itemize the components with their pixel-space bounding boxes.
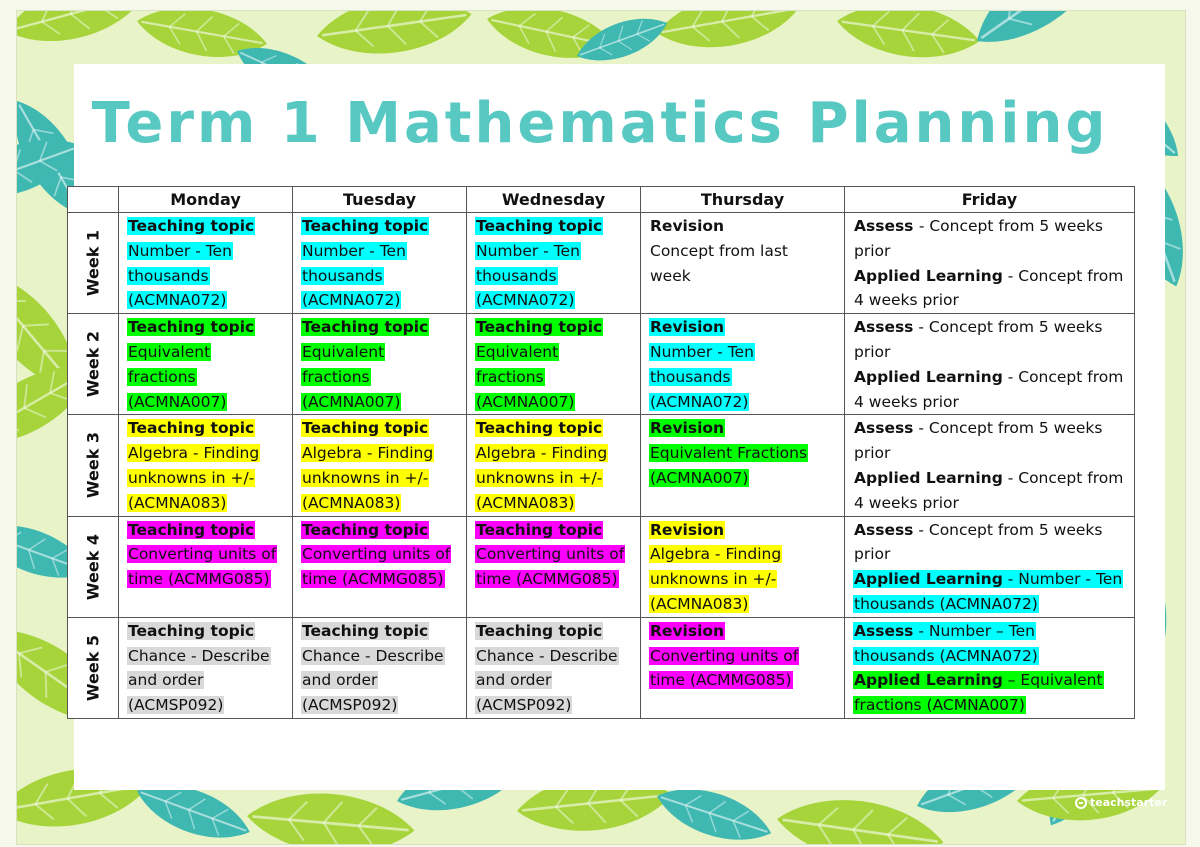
table-row bbox=[68, 314, 1135, 415]
cell-line: Converting units of bbox=[302, 545, 451, 564]
cell-heading: Teaching topic bbox=[128, 419, 255, 438]
plan-cell bbox=[467, 617, 641, 718]
plan-cell bbox=[641, 415, 845, 516]
cell-line: Converting units of bbox=[650, 646, 799, 665]
entry-text: - Concept from bbox=[1002, 468, 1124, 487]
entry-heading: Assess bbox=[854, 419, 914, 438]
plan-cell bbox=[845, 415, 1135, 516]
cell-heading: Revision bbox=[650, 419, 725, 438]
cell-heading: Teaching topic bbox=[302, 621, 429, 640]
plan-cell bbox=[641, 314, 845, 415]
cell-line: (ACMSP092) bbox=[302, 696, 398, 715]
cell-heading: Teaching topic bbox=[128, 318, 255, 337]
cell-line: Equivalent bbox=[128, 342, 211, 361]
cell-heading: Teaching topic bbox=[128, 520, 255, 539]
plan-cell bbox=[119, 213, 293, 314]
cell-line: Number - Ten bbox=[476, 241, 580, 260]
friday-entry bbox=[853, 318, 1104, 336]
cell-heading: Teaching topic bbox=[476, 520, 603, 539]
plan-cell bbox=[119, 314, 293, 415]
cell-line: Converting units of bbox=[128, 545, 277, 564]
cell-line: Chance - Describe bbox=[302, 646, 444, 665]
cell-line: thousands bbox=[302, 266, 383, 285]
plan-cell bbox=[293, 213, 467, 314]
plan-cell bbox=[119, 516, 293, 617]
cell-line: (ACMNA007) bbox=[476, 392, 575, 411]
friday-entry bbox=[853, 521, 1104, 539]
plan-cell bbox=[467, 415, 641, 516]
friday-entry bbox=[853, 217, 1104, 235]
day-header: Friday bbox=[845, 187, 1135, 213]
cell-line: Number - Ten bbox=[128, 241, 232, 260]
cell-line: Equivalent bbox=[302, 342, 385, 361]
cell-line: Algebra - Finding bbox=[650, 545, 782, 564]
friday-entry bbox=[853, 622, 1036, 640]
table-row bbox=[68, 213, 1135, 314]
teachstarter-logo bbox=[1075, 796, 1167, 809]
cell-line: Equivalent bbox=[476, 342, 559, 361]
plan-cell bbox=[467, 314, 641, 415]
plan-cell bbox=[467, 516, 641, 617]
cell-line: unknowns in +/- bbox=[128, 468, 255, 487]
cell-line: fractions bbox=[302, 367, 370, 386]
cell-line: (ACMNA083) bbox=[302, 493, 401, 512]
cell-heading: Revision bbox=[650, 217, 725, 235]
planning-table bbox=[67, 186, 1135, 719]
entry-text: – Equivalent bbox=[1002, 671, 1103, 690]
entry-text: - Concept from bbox=[1002, 367, 1124, 386]
cell-line: fractions bbox=[476, 367, 544, 386]
page-title: Term 1 Mathematics Planning bbox=[91, 91, 1109, 156]
cell-line: unknowns in +/- bbox=[476, 468, 603, 487]
cell-line: (ACMNA007) bbox=[302, 392, 401, 411]
entry-line: prior bbox=[854, 444, 891, 463]
entry-text: - Concept from 5 weeks bbox=[913, 520, 1103, 539]
logo-text: teachstarter bbox=[1090, 796, 1168, 809]
cell-heading: Teaching topic bbox=[476, 621, 603, 640]
entry-heading: Applied Learning bbox=[854, 266, 1003, 285]
cell-line: (ACMNA072) bbox=[302, 291, 401, 310]
cell-line: fractions bbox=[128, 367, 196, 386]
friday-entry bbox=[853, 671, 1104, 689]
entry-text: - Concept from bbox=[1002, 266, 1124, 285]
cell-heading: Teaching topic bbox=[476, 217, 603, 235]
cell-heading: Teaching topic bbox=[476, 419, 603, 438]
entry-text: - Concept from 5 weeks bbox=[918, 217, 1103, 235]
cell-line: time (ACMMG085) bbox=[476, 570, 618, 589]
cell-line: thousands bbox=[128, 266, 209, 285]
cell-line: Concept from last bbox=[650, 241, 788, 260]
entry-line: fractions (ACMNA007) bbox=[854, 696, 1025, 715]
cell-heading: Teaching topic bbox=[128, 217, 255, 235]
friday-entry bbox=[853, 368, 1124, 386]
cell-line: (ACMNA072) bbox=[650, 392, 749, 411]
cell-line: (ACMNA072) bbox=[128, 291, 227, 310]
entry-line: 4 weeks prior bbox=[854, 291, 959, 310]
cell-line: (ACMSP092) bbox=[476, 696, 572, 715]
entry-heading: Assess bbox=[854, 520, 914, 539]
cell-line: Converting units of bbox=[476, 545, 625, 564]
cell-line: (ACMNA083) bbox=[650, 594, 749, 613]
entry-line: prior bbox=[854, 241, 891, 260]
cell-line: and order bbox=[476, 671, 552, 690]
entry-line: prior bbox=[854, 342, 891, 361]
cell-line: Chance - Describe bbox=[128, 646, 270, 665]
plan-cell bbox=[293, 314, 467, 415]
entry-line: 4 weeks prior bbox=[854, 392, 959, 411]
cell-line: unknowns in +/- bbox=[650, 570, 777, 589]
header-row bbox=[68, 187, 1135, 213]
cell-line: Algebra - Finding bbox=[302, 444, 434, 463]
cell-heading: Teaching topic bbox=[128, 621, 255, 640]
cell-heading: Teaching topic bbox=[302, 520, 429, 539]
day-header: Thursday bbox=[641, 187, 845, 213]
day-header: Wednesday bbox=[467, 187, 641, 213]
friday-entry bbox=[853, 469, 1124, 487]
day-header: Monday bbox=[119, 187, 293, 213]
cell-line: time (ACMMG085) bbox=[302, 570, 444, 589]
cell-line: (ACMNA083) bbox=[128, 493, 227, 512]
cell-line: Number - Ten bbox=[302, 241, 406, 260]
corner-cell bbox=[68, 187, 119, 213]
entry-heading: Applied Learning bbox=[854, 570, 1003, 589]
plan-cell bbox=[641, 516, 845, 617]
cell-line: Number - Ten bbox=[650, 342, 754, 361]
entry-text: - Concept from 5 weeks bbox=[913, 318, 1103, 337]
cell-heading: Teaching topic bbox=[302, 217, 429, 235]
cell-line: thousands bbox=[476, 266, 557, 285]
entry-heading: Applied Learning bbox=[854, 468, 1003, 487]
week-cell bbox=[68, 617, 119, 718]
teachstarter-logo-icon bbox=[1075, 797, 1087, 809]
week-cell bbox=[68, 314, 119, 415]
plan-cell bbox=[845, 213, 1135, 314]
entry-heading: Assess bbox=[854, 217, 919, 235]
cell-heading: Revision bbox=[650, 318, 725, 337]
cell-heading: Revision bbox=[650, 520, 725, 539]
plan-cell bbox=[641, 213, 845, 314]
week-cell bbox=[68, 213, 119, 314]
week-cell bbox=[68, 415, 119, 516]
table-row bbox=[68, 516, 1135, 617]
cell-line: and order bbox=[128, 671, 204, 690]
cell-heading: Teaching topic bbox=[302, 419, 429, 438]
friday-entry bbox=[853, 419, 1104, 437]
entry-line: 4 weeks prior bbox=[854, 493, 959, 512]
cell-line: and order bbox=[302, 671, 378, 690]
cell-line: thousands bbox=[650, 367, 731, 386]
week-label: Week 3 bbox=[83, 432, 103, 499]
plan-cell bbox=[845, 516, 1135, 617]
entry-text: - Number – Ten bbox=[913, 621, 1035, 640]
cell-line: (ACMNA007) bbox=[128, 392, 227, 411]
cell-heading: Teaching topic bbox=[302, 318, 429, 337]
plan-cell bbox=[845, 617, 1135, 718]
entry-text: - Number - Ten bbox=[1002, 570, 1123, 589]
cell-line: Equivalent Fractions bbox=[650, 444, 808, 463]
plan-cell bbox=[119, 415, 293, 516]
cell-line: (ACMNA007) bbox=[650, 468, 749, 487]
week-label: Week 4 bbox=[83, 533, 103, 600]
day-header: Tuesday bbox=[293, 187, 467, 213]
entry-line: thousands (ACMNA072) bbox=[854, 594, 1038, 613]
plan-cell bbox=[293, 415, 467, 516]
entry-heading: Assess bbox=[854, 318, 914, 337]
cell-line: (ACMNA072) bbox=[476, 291, 575, 310]
week-cell bbox=[68, 516, 119, 617]
plan-cell bbox=[845, 314, 1135, 415]
plan-cell bbox=[641, 617, 845, 718]
cell-heading: Teaching topic bbox=[476, 318, 603, 337]
entry-text: - Concept from 5 weeks bbox=[913, 419, 1103, 438]
cell-line: week bbox=[650, 266, 691, 285]
cell-line: (ACMNA083) bbox=[476, 493, 575, 512]
friday-entry bbox=[853, 570, 1123, 588]
cell-line: Chance - Describe bbox=[476, 646, 618, 665]
entry-heading: Applied Learning bbox=[854, 367, 1003, 386]
plan-cell bbox=[293, 617, 467, 718]
week-label: Week 2 bbox=[83, 331, 103, 398]
plan-cell bbox=[293, 516, 467, 617]
entry-line: prior bbox=[854, 545, 891, 564]
plan-cell bbox=[467, 213, 641, 314]
friday-entry bbox=[853, 267, 1124, 285]
cell-line: unknowns in +/- bbox=[302, 468, 429, 487]
table-row bbox=[68, 415, 1135, 516]
entry-heading: Applied Learning bbox=[854, 671, 1003, 690]
table-row bbox=[68, 617, 1135, 718]
cell-line: time (ACMMG085) bbox=[650, 671, 792, 690]
entry-line: thousands (ACMNA072) bbox=[854, 646, 1038, 665]
cell-line: Algebra - Finding bbox=[128, 444, 260, 463]
week-label: Week 5 bbox=[83, 634, 103, 701]
entry-heading: Assess bbox=[854, 621, 914, 640]
cell-line: time (ACMMG085) bbox=[128, 570, 270, 589]
week-label: Week 1 bbox=[83, 230, 103, 297]
cell-heading: Revision bbox=[650, 621, 725, 640]
plan-cell bbox=[119, 617, 293, 718]
cell-line: Algebra - Finding bbox=[476, 444, 608, 463]
cell-line: (ACMSP092) bbox=[128, 696, 224, 715]
